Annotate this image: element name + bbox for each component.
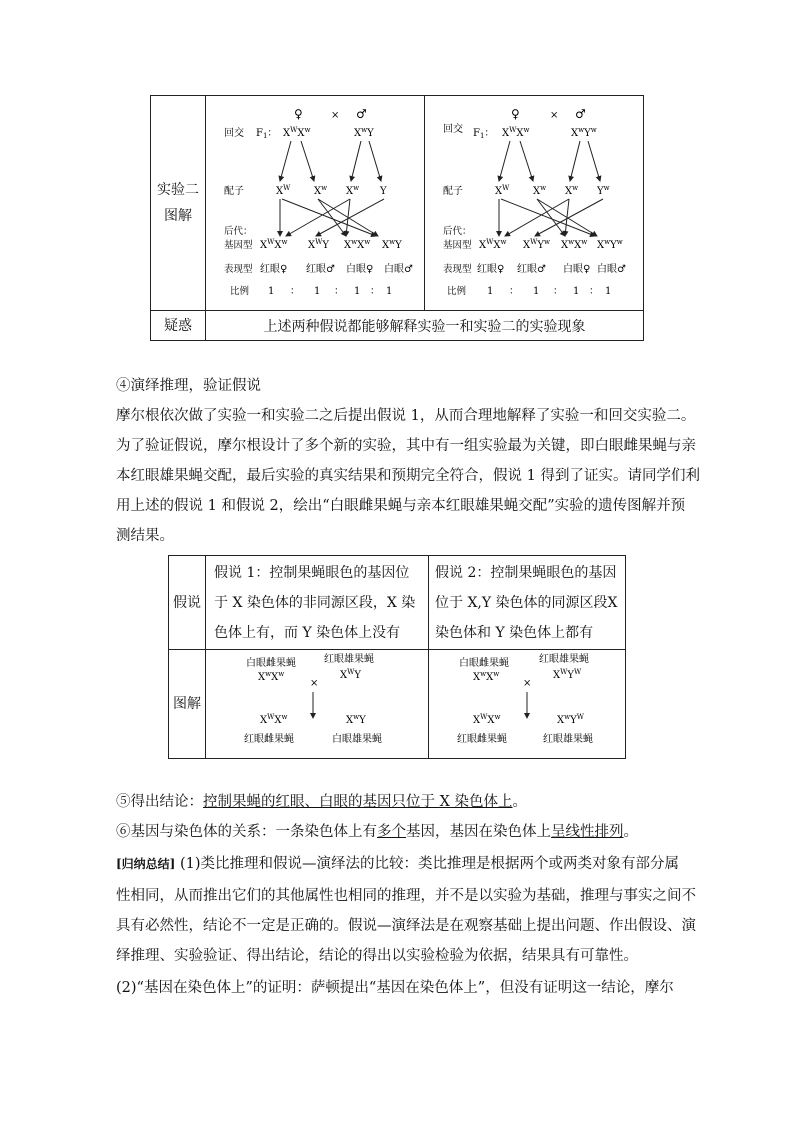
offspring-label: 后代： — [224, 226, 253, 237]
ratio-value: 1 — [605, 286, 612, 297]
ratio-separator: ： — [334, 286, 344, 297]
phenotype-3: 白眼♀ — [563, 264, 591, 275]
offspring-genotype-3: $X^wX^w$ — [561, 238, 588, 251]
doubt-label: 疑惑 — [151, 311, 206, 341]
ratio-value: 1 — [354, 286, 361, 297]
hypothesis-2-text — [429, 556, 626, 650]
hypothesis-label: 假说 — [169, 556, 206, 650]
gamete-xw-lower-female: $X^w$ — [533, 184, 547, 197]
relation-answer-1: 多个 — [377, 824, 406, 840]
parent-male-genotype: $X^WY$ — [340, 668, 361, 681]
cross-symbol: × — [331, 110, 340, 121]
gamete-y: Y — [380, 186, 387, 197]
offspring-genotype-4: $X^wY^w$ — [597, 238, 623, 251]
child-female-genotype: $X^WX^w$ — [260, 713, 288, 726]
parent-female-genotype: $X^wX^w$ — [258, 670, 285, 683]
relation-mid: 基因，基因在染色体上 — [406, 824, 551, 840]
cross-symbol: × — [523, 678, 532, 689]
summary-tag: [归纳总结] — [116, 857, 176, 871]
ratio-value: 1 — [573, 286, 580, 297]
ratio-value: 1 — [268, 286, 275, 297]
conclusion-prefix: ⑤得出结论： — [116, 794, 203, 810]
offspring-genotype-3: $X^wX^w$ — [344, 238, 371, 251]
phenotype-3: 白眼♀ — [346, 264, 374, 275]
hypothesis-1-diagram-cell — [206, 96, 425, 311]
section-heading-deduction: ④演绎推理，验证假说 — [116, 378, 261, 394]
f1-label: $F_1$： — [256, 128, 278, 140]
hypothesis-1-line: 于 X 染色体的非同源区段，X 染 — [214, 594, 416, 611]
experiment-two-table — [150, 95, 644, 341]
summary-line: (1)类比推理和假说—演绎法的比较：类比推理是根据两个或两类对象有部分属 — [179, 856, 680, 872]
doubt-content: 上述两种假说都能够解释实验一和实验二的实验现象 — [206, 311, 644, 341]
red-male-label: 红眼雄果蝇 — [539, 654, 589, 665]
ratio-value: 1 — [487, 286, 494, 297]
diagram-label: 图解 — [164, 208, 192, 224]
white-male-label: 白眼雄果蝇 — [332, 734, 382, 745]
male-symbol: ♂ — [356, 107, 367, 121]
parent-female-genotype: $X^wX^w$ — [473, 670, 500, 683]
child-male-genotype: $X^wY^W$ — [557, 713, 584, 726]
conclusion-answer: 控制果蝇的红眼、白眼的基因只位于 X 染色体上 — [203, 794, 513, 810]
gamete-label: 配子 — [224, 186, 244, 197]
female-symbol: ♀ — [294, 107, 303, 121]
red-female-label: 红眼雌果蝇 — [457, 734, 507, 745]
gamete-label: 配子 — [443, 186, 463, 197]
ratio-separator: ： — [290, 286, 300, 297]
conclusion-line — [116, 792, 527, 812]
hypothesis-1-text — [206, 556, 429, 650]
ratio-label: 比例 — [230, 286, 250, 297]
paragraph-line: 摩尔根依次做了实验一和实验二之后提出假说 1，从而合理地解释了实验一和回交实验二。 — [116, 408, 696, 424]
offspring-genotype-4: $X^wY$ — [382, 238, 402, 251]
paragraph-line: 本红眼雄果蝇交配，最后实验的真实结果和预期完全符合，假说 1 得到了证实。请同学们利 — [116, 468, 700, 484]
female-symbol: ♀ — [511, 107, 520, 121]
summary-line: 具有必然性，结论不一定是正确的。假说—演绎法是在观察基础上提出问题、作出假设、演 — [116, 918, 696, 934]
phenotype-label: 表现型 — [443, 264, 472, 275]
phenotype-2: 红眼♂ — [517, 264, 546, 275]
ratio-separator: ： — [509, 286, 519, 297]
summary-line: (2)“基因在染色体上”的证明：萨顿提出“基因在染色体上”，但没有证明这一结论，摩尔 — [116, 980, 674, 996]
f1-male-genotype: $X^wY$ — [354, 126, 374, 139]
hypothesis-2-line: 位于 X,Y 染色体的同源区段X — [435, 594, 618, 611]
gamete-xw-lower-male: $X^w$ — [565, 184, 579, 197]
parent-male-genotype: $X^WY^W$ — [553, 668, 582, 681]
ratio-value: 1 — [533, 286, 540, 297]
red-male-label: 红眼雄果蝇 — [324, 654, 374, 665]
child-female-genotype: $X^WX^w$ — [473, 713, 501, 726]
offspring-genotype-1: $X^WX^w$ — [260, 238, 288, 251]
hypothesis-table — [168, 555, 626, 759]
summary-line: 绎推理、实验验证、得出结论，结论的得出以实验检验为依据，结果具有可靠性。 — [116, 948, 638, 964]
experiment-two-label: 实验二 — [157, 182, 199, 198]
diagram-row-label: 图解 — [169, 650, 206, 759]
backcross-label: 回交 — [224, 128, 244, 139]
offspring-genotype-1: $X^WX^w$ — [479, 238, 507, 251]
offspring-genotype-2: $X^WY^w$ — [523, 238, 550, 251]
gamete-xw-lower-male: $X^w$ — [346, 184, 360, 197]
hypothesis-1-cross-diagram — [206, 650, 428, 754]
male-symbol: ♂ — [575, 107, 586, 121]
red-female-label: 红眼雌果蝇 — [244, 734, 294, 745]
hypothesis-2-pedigree-diagram — [425, 96, 643, 306]
f1-label: $F_1$： — [473, 128, 495, 140]
white-female-label: 白眼雌果蝇 — [246, 658, 296, 669]
phenotype-1: 红眼♀ — [477, 264, 505, 275]
hypothesis-1-cross-cell — [206, 650, 429, 759]
hypothesis-1-line: 假说 1：控制果蝇眼色的基因位 — [214, 564, 410, 581]
summary-line: 性相同，从而推出它们的其他属性也相同的推理，并不是以实验为基础，推理与事实之间不 — [116, 888, 696, 904]
gamete-xw-lower-female: $X^w$ — [314, 184, 328, 197]
genotype-label: 基因型 — [443, 240, 472, 251]
f1-female-genotype: $X^WX^w$ — [283, 126, 311, 139]
backcross-label: 回交 — [443, 124, 463, 135]
summary-first-line — [116, 854, 679, 874]
gamete-xw-upper: $X^W$ — [495, 184, 510, 197]
phenotype-4: 白眼♂ — [384, 264, 413, 275]
white-female-label: 白眼雌果蝇 — [459, 658, 509, 669]
conclusion-end: 。 — [512, 794, 528, 810]
experiment-two-label-cell — [151, 96, 206, 311]
paragraph-line: 为了验证假说，摩尔根设计了多个新的实验，其中有一组实验最为关键，即白眼雌果蝇与亲 — [116, 438, 696, 454]
child-male-genotype: $X^wY$ — [346, 713, 366, 726]
gamete-yw: $Y^w$ — [597, 184, 610, 197]
ratio-value: 1 — [386, 286, 393, 297]
relation-prefix: ⑥基因与染色体的关系：一条染色体上有 — [116, 824, 377, 840]
hypothesis-2-line: 假说 2：控制果蝇眼色的基因 — [435, 564, 617, 581]
phenotype-4: 白眼♂ — [597, 264, 626, 275]
gene-chromosome-relation — [116, 822, 638, 842]
offspring-genotype-2: $X^WY$ — [308, 238, 329, 251]
phenotype-2: 红眼♂ — [306, 264, 335, 275]
red-male-offspring-label: 红眼雄果蝇 — [543, 734, 593, 745]
ratio-label: 比例 — [447, 286, 467, 297]
paragraph-line: 测结果。 — [116, 528, 174, 544]
hypothesis-1-pedigree-diagram — [206, 96, 424, 306]
f1-male-genotype: $X^wY^w$ — [571, 126, 597, 139]
ratio-value: 1 — [314, 286, 321, 297]
f1-female-genotype: $X^WX^w$ — [502, 126, 530, 139]
ratio-separator: ： — [370, 286, 380, 297]
paragraph-line: 用上述的假说 1 和假说 2，绘出“白眼雌果蝇与亲本红眼雄果蝇交配”实验的遗传图解并预 — [116, 498, 686, 514]
hypothesis-2-line: 染色体和 Y 染色体上都有 — [435, 624, 594, 641]
cross-symbol: × — [550, 110, 559, 121]
ratio-separator: ： — [553, 286, 563, 297]
hypothesis-2-diagram-cell — [425, 96, 644, 311]
genotype-label: 基因型 — [224, 240, 253, 251]
hypothesis-2-cross-diagram — [429, 650, 625, 754]
offspring-label: 后代： — [443, 226, 472, 237]
relation-end: 。 — [623, 824, 638, 840]
relation-answer-2: 呈线性排列 — [551, 824, 624, 840]
hypothesis-2-cross-cell — [429, 650, 626, 759]
phenotype-label: 表现型 — [224, 264, 253, 275]
ratio-separator: ： — [589, 286, 599, 297]
hypothesis-1-line: 色体上有，而 Y 染色体上没有 — [214, 624, 401, 641]
gamete-xw-upper: $X^W$ — [276, 184, 291, 197]
cross-symbol: × — [310, 678, 319, 689]
phenotype-1: 红眼♀ — [260, 264, 288, 275]
